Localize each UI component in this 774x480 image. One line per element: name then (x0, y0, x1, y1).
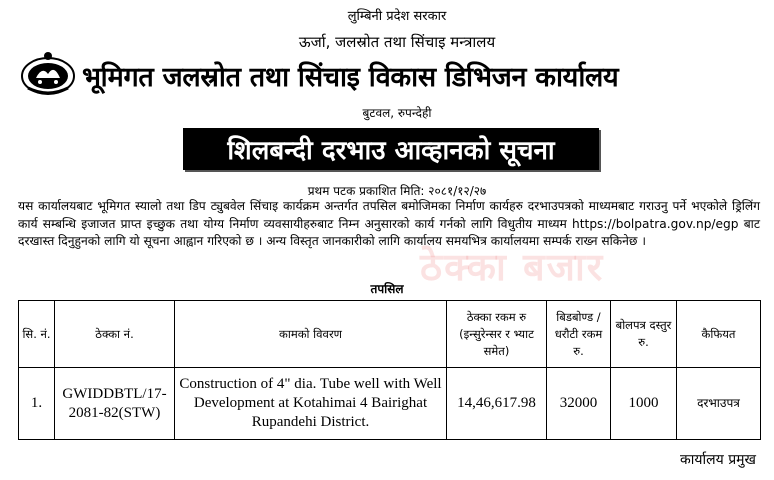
office-chief-signature: कार्यालय प्रमुख (680, 452, 756, 468)
table-row (19, 368, 761, 440)
cell-bid-bond: 32000 (547, 368, 611, 440)
cell-bid-fee: 1000 (611, 368, 677, 440)
nepal-emblem-icon (20, 48, 76, 96)
header-amount: ठेक्का रकम रु (इन्सुरेन्सर र भ्याट समेत) (447, 301, 547, 368)
government-name: लुम्बिनी प्रदेश सरकार (347, 9, 447, 24)
office-name: भूमिगत जलस्रोत तथा सिंचाइ विकास डिभिजन कार्यालय (82, 62, 619, 93)
notice-body: यस कार्यालयबाट भूमिगत स्यालो तथा डिप ट्युबवेल सिंचाइ कार्यक्रम अन्तर्गत तपसिल बमोजिमका निर्माण कार्यहरु दरभाउपत्रको माध्यमबाट गराउनु पर्ने भएकोले ड्रिलिंग कार्य सम्बन्धि इजाजत प्राप्त इच्छुक तथा योग्य निर्माण व्यवसायीहरुबाट निम्न अनुसारको कार्य गर्नको लागि विधुतीय माध्यम https://bolpatra.gov.np/egp बाट दरखास्त दिनुहुनको लागि यो सूचना आह्वान गरिएको छ । अन्य विस्तृत जानकारीको लागि कार्यालय समयभित्र कार्यालयमा सम्पर्क राख्न सकिनेछ । (18, 199, 760, 249)
header-bid-fee: बोलपत्र दस्तुर रु. (611, 301, 677, 368)
cell-remarks: दरभाउपत्र (677, 368, 761, 440)
publication-date: प्रथम पटक प्रकाशित मिति: २०८१/१२/२७ (307, 184, 487, 198)
header-sn: सि. नं. (19, 301, 55, 368)
ministry-name: ऊर्जा, जलस्रोत तथा सिंचाइ मन्त्रालय (298, 33, 496, 51)
cell-description: Construction of 4" dia. Tube well with Well Development at Kotahimai 4 Bairighat Rupandehi District. (175, 368, 447, 440)
schedule-heading: तपसिल (370, 282, 404, 296)
cell-amount: 14,46,617.98 (447, 368, 547, 440)
cell-contract-no: GWIDDBTL/17-2081-82(STW) (55, 368, 175, 440)
cell-sn: 1. (19, 368, 55, 440)
tender-table (18, 300, 761, 440)
office-location: बुटवल, रुपन्देही (362, 106, 432, 120)
header-bid-bond: बिडबोण्ड / धरौटी रकम रु. (547, 301, 611, 368)
header-description: कामको विवरण (175, 301, 447, 368)
notice-title: शिलबन्दी दरभाउ आव्हानको सूचना (183, 128, 599, 170)
header-remarks: कैफियत (677, 301, 761, 368)
watermark: ठेक्का बजार (420, 245, 605, 289)
header-contract-no: ठेक्का नं. (55, 301, 175, 368)
table-header-row (19, 301, 761, 368)
